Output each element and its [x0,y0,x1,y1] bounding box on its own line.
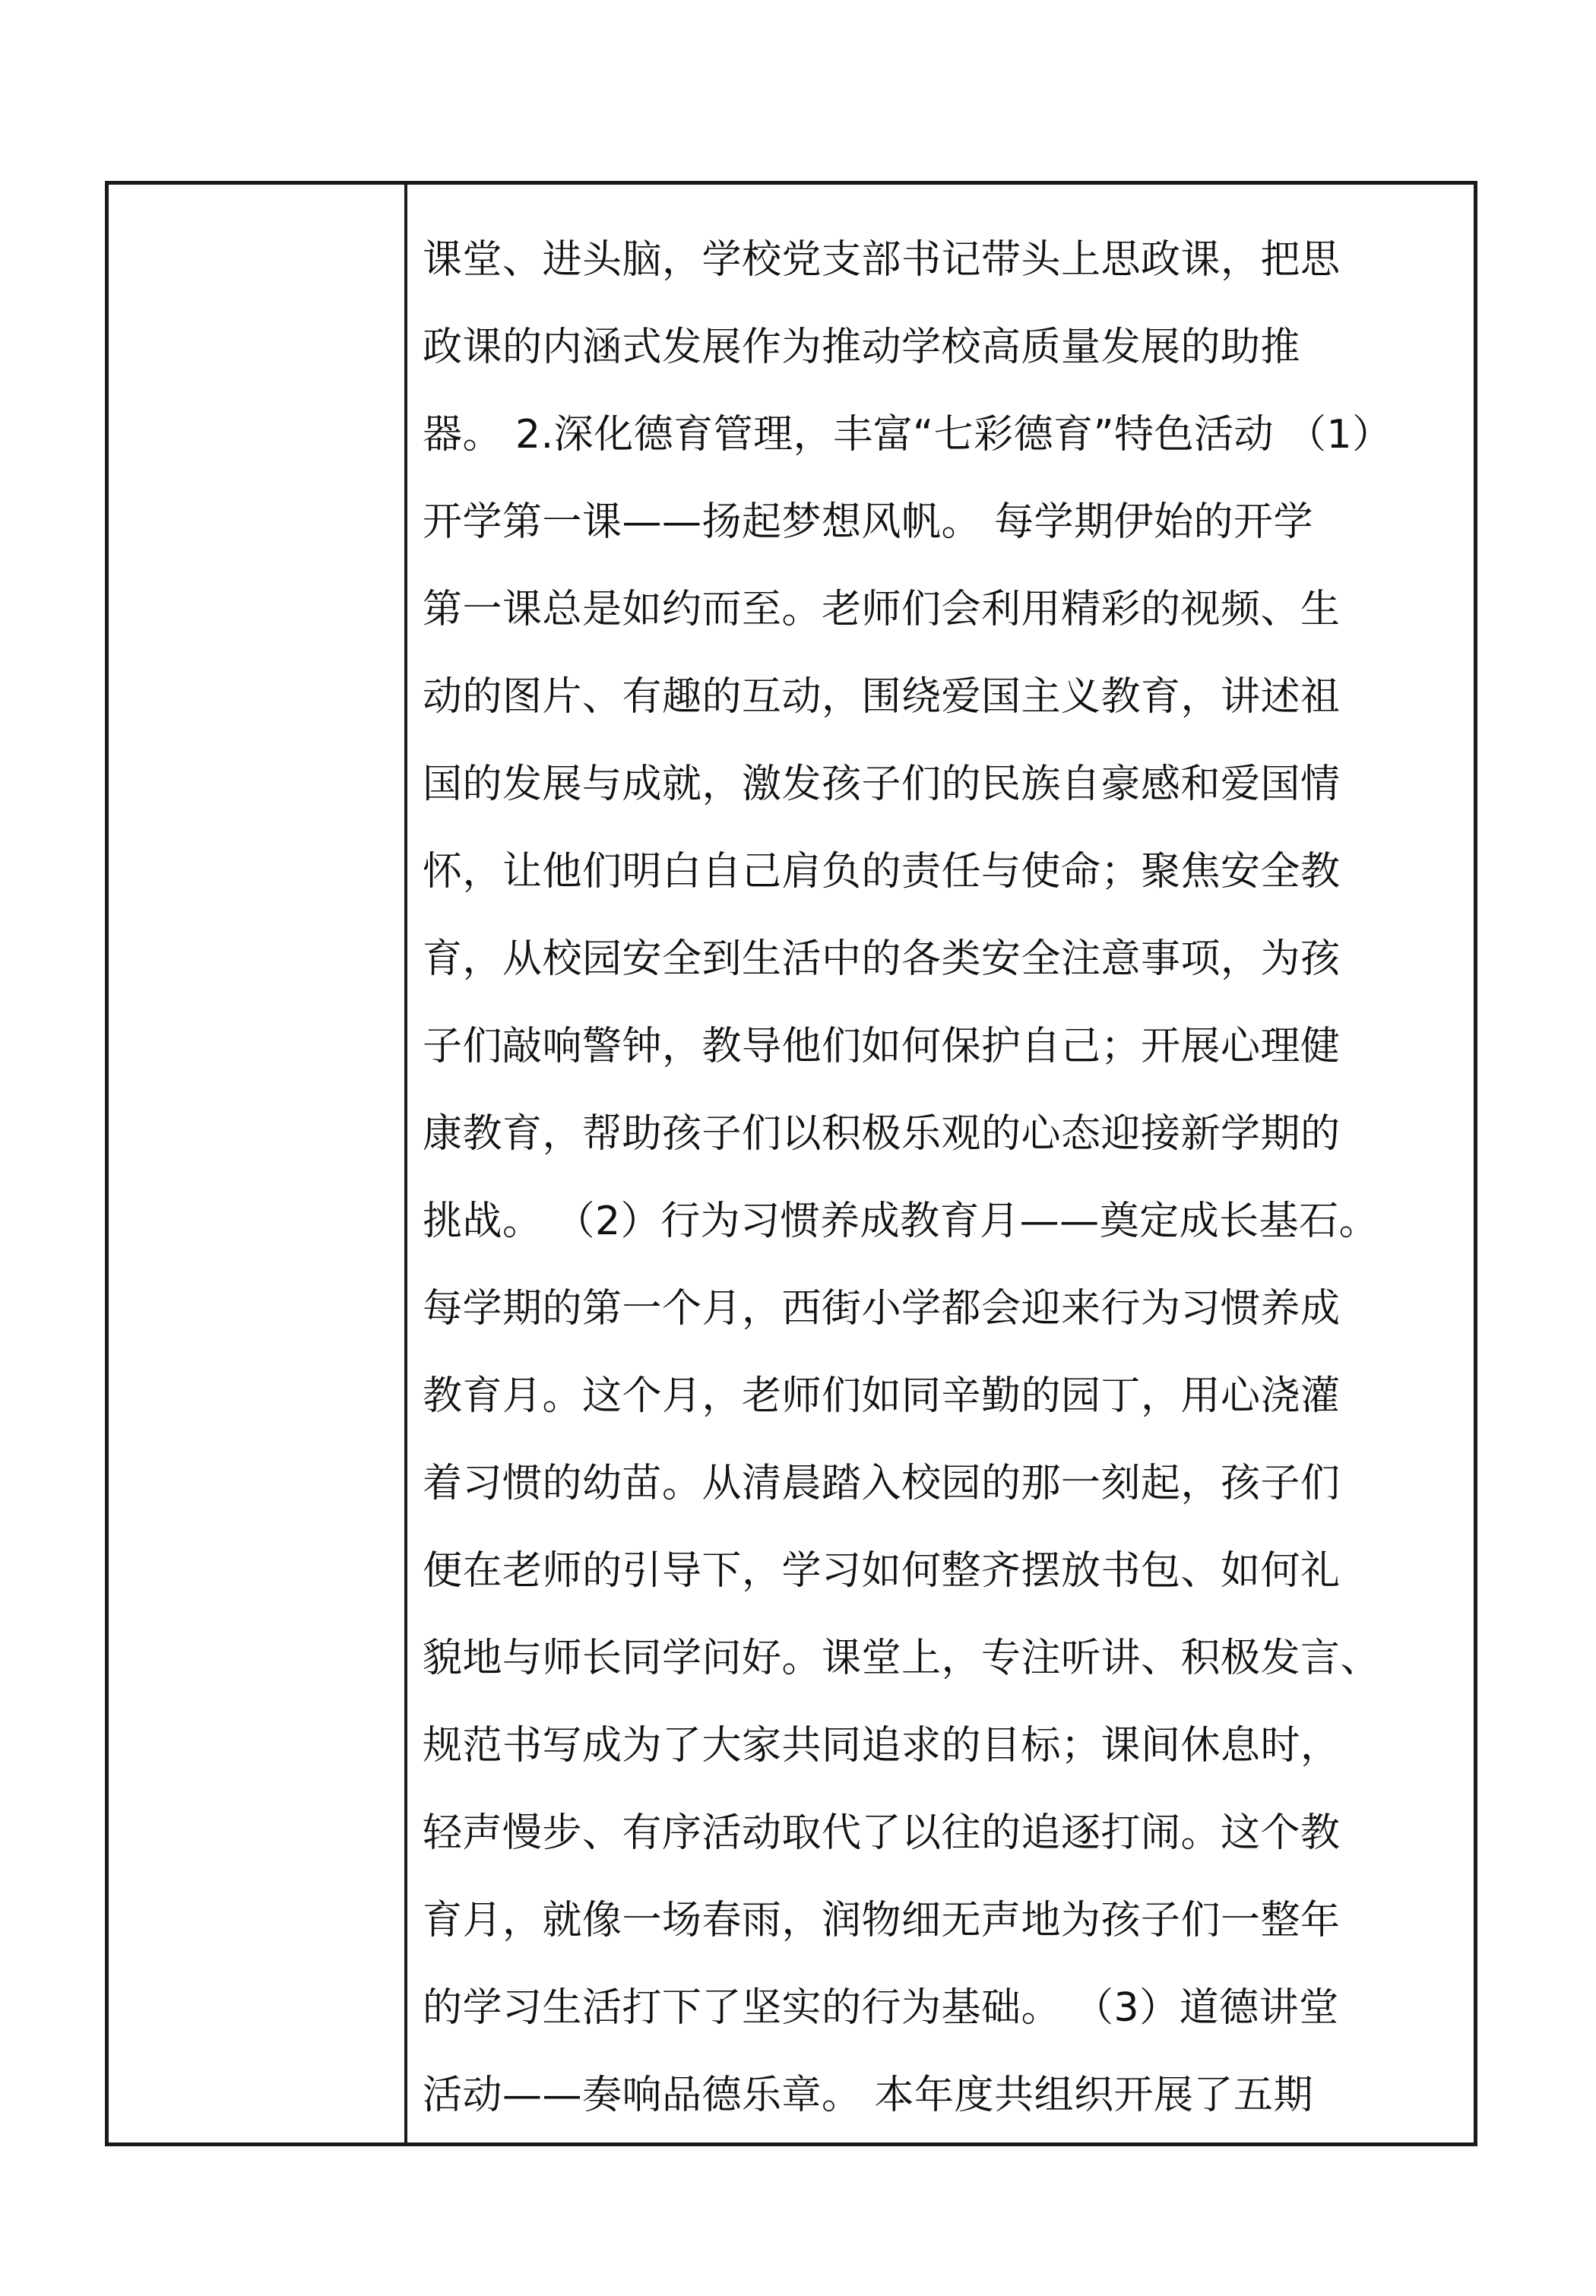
text-line: 着习惯的幼苗。从清晨踏入校园的那一刻起，孩子们 [423,1461,1341,1506]
text-line: 规范书写成为了大家共同追求的目标；课间休息时， [423,1723,1341,1769]
text-line: 教育月。这个月，老师们如同辛勤的园丁，用心浇灌 [423,1373,1341,1419]
text-line: 每学期的第一个月，西街小学都会迎来行为习惯养成 [423,1286,1341,1332]
text-line: 政课的内涵式发展作为推动学校高质量发展的助推 [423,325,1301,370]
text-line: 挑战。 （2）行为习惯养成教育月——奠定成长基石。 [423,1199,1379,1244]
text-line: 子们敲响警钟，教导他们如何保护自己；开展心理健 [423,1024,1341,1069]
text-line: 开学第一课——扬起梦想风帆。 每学期伊始的开学 [423,499,1314,545]
text-line: 育，从校园安全到生活中的各类安全注意事项，为孩 [423,936,1341,982]
text-line: 课堂、进头脑，学校党支部书记带头上思政课，把思 [423,237,1341,283]
table-left-cell [109,185,407,2142]
text-line: 便在老师的引导下，学习如何整齐摆放书包、如何礼 [423,1548,1341,1594]
text-line: 育月，就像一场春雨，润物细无声地为孩子们一整年 [423,1898,1341,1943]
text-line: 怀，让他们明白自己肩负的责任与使命；聚焦安全教 [423,849,1341,895]
text-line: 康教育，帮助孩子们以积极乐观的心态迎接新学期的 [423,1111,1341,1157]
text-line: 的学习生活打下了坚实的行为基础。 （3）道德讲堂 [423,1985,1339,2031]
table-content-cell [407,185,1474,2142]
text-line: 轻声慢步、有序活动取代了以往的追逐打闹。这个教 [423,1810,1341,1856]
text-line: 国的发展与成就，激发孩子们的民族自豪感和爱国情 [423,762,1341,807]
text-line: 器。 2.深化德育管理，丰富“七彩德育”特色活动 （1） [423,412,1392,458]
text-line: 动的图片、有趣的互动，围绕爱国主义教育，讲述祖 [423,674,1341,720]
text-line: 活动——奏响品德乐章。 本年度共组织开展了五期 [423,2073,1314,2118]
text-line: 貌地与师长同学问好。课堂上，专注听讲、积极发言、 [423,1636,1381,1681]
document-table [105,181,1477,2146]
text-line: 第一课总是如约而至。老师们会利用精彩的视频、生 [423,587,1341,632]
